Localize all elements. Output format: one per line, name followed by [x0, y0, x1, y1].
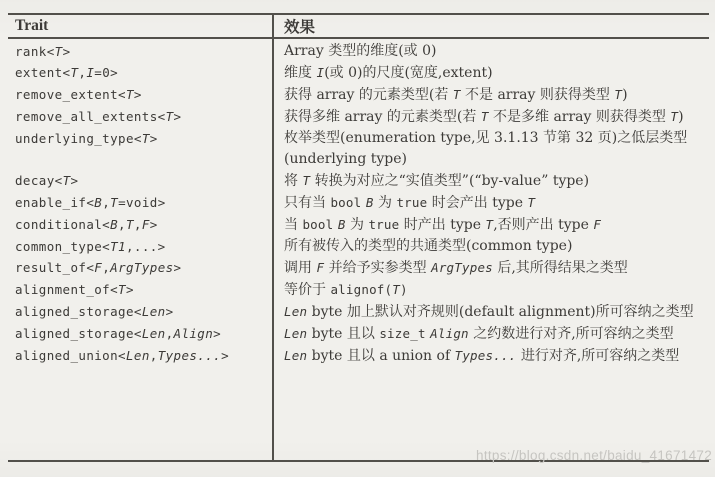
effect-cell — [272, 41, 709, 62]
text-segment: Align — [173, 326, 214, 341]
trait-cell — [8, 106, 272, 128]
table-row — [8, 323, 709, 345]
effect-cell — [272, 128, 709, 170]
effect-cell — [272, 279, 709, 301]
text-segment: Len — [284, 304, 308, 319]
trait-cell — [8, 345, 272, 367]
table-row — [8, 62, 709, 84]
text-segment: F — [593, 217, 602, 232]
text-segment: ArgTypes — [110, 260, 174, 275]
text-segment: T — [118, 282, 126, 297]
table-row — [8, 192, 709, 214]
text-segment: true — [396, 195, 428, 210]
text-segment: Len — [284, 326, 308, 341]
text-segment: 只有当 — [284, 195, 331, 211]
effect-cell — [272, 84, 709, 106]
watermark-url-text: https://blog.csdn.net/baidu_41671472 — [476, 448, 712, 463]
text-segment: Align — [430, 326, 469, 341]
text-segment: true — [368, 217, 400, 232]
text-segment: 等价于 — [284, 282, 331, 298]
trait-cell — [8, 257, 272, 279]
effect-cell — [272, 323, 709, 345]
text-segment: T — [62, 173, 71, 188]
text-segment: F — [94, 260, 103, 275]
text-segment: alignof( — [330, 282, 393, 297]
text-segment: conditional< — [15, 217, 111, 232]
text-segment: T — [527, 195, 536, 210]
text-segment: aligned_storage< — [15, 304, 142, 319]
text-segment: 时产出 type — [399, 217, 486, 233]
text-segment: byte 加上默认对齐规则(default alignment)所可容纳之类型 — [307, 304, 694, 320]
header-cell-trait: Trait — [15, 17, 49, 34]
text-segment: B — [365, 195, 374, 210]
trait-cell — [8, 41, 272, 62]
text-segment: T — [70, 65, 79, 80]
text-segment: > — [213, 326, 222, 341]
text-segment: , — [78, 65, 87, 80]
text-segment: 为 — [345, 217, 369, 233]
text-segment: 并给予实参类型 — [324, 260, 432, 276]
text-segment: T — [452, 87, 461, 102]
text-segment: , — [102, 195, 111, 210]
text-segment: aligned_union< — [15, 348, 126, 363]
text-segment: > — [70, 173, 79, 188]
text-segment: T — [165, 109, 174, 124]
table-row — [8, 214, 709, 236]
text-segment: > — [173, 109, 182, 124]
text-segment: 转换为对应之“实值类型”(“by-value” type) — [310, 173, 590, 189]
text-segment: ) — [678, 109, 684, 125]
text-segment: > — [149, 131, 158, 146]
text-segment: Types... — [454, 348, 517, 363]
text-segment: T — [392, 282, 400, 297]
effect-cell — [272, 192, 709, 214]
text-segment: ,否则产出 type — [493, 217, 594, 233]
trait-cell — [8, 279, 272, 301]
text-segment: > — [133, 87, 142, 102]
text-segment: T — [110, 195, 119, 210]
text-segment: T — [302, 173, 311, 188]
table-row — [8, 170, 709, 192]
text-segment: 获得 array 的元素类型(若 — [284, 87, 453, 103]
effect-cell — [272, 345, 709, 367]
text-segment: Array 类型的维度(或 0) — [284, 43, 437, 59]
table-row — [8, 301, 709, 323]
table-row — [8, 106, 709, 128]
text-segment: result_of< — [15, 260, 95, 275]
text-segment: ) — [400, 282, 408, 297]
text-segment: Len — [141, 304, 166, 319]
column-divider-rule — [272, 15, 274, 460]
text-segment: 不是多维 array 则获得类型 — [488, 109, 671, 125]
text-segment: T — [54, 44, 63, 59]
text-segment: , — [118, 217, 126, 232]
table-row — [8, 41, 709, 62]
text-segment: extent< — [15, 65, 71, 80]
trait-cell — [8, 192, 272, 214]
effect-cell — [272, 62, 709, 84]
text-segment: remove_extent< — [15, 87, 126, 102]
text-segment: T — [141, 131, 150, 146]
text-segment: B — [110, 217, 119, 232]
text-segment: 获得多维 array 的元素类型(若 — [284, 109, 481, 125]
trait-cell — [8, 84, 272, 106]
effect-cell — [272, 257, 709, 279]
text-segment: F — [141, 217, 150, 232]
text-segment: common_type< — [15, 239, 111, 254]
text-segment: T — [125, 87, 134, 102]
table-row — [8, 345, 709, 367]
text-segment: , — [133, 217, 142, 232]
text-segment: > — [149, 217, 158, 232]
text-segment: 之约数进行对齐,所可容纳之类型 — [468, 326, 674, 342]
text-segment: > — [62, 44, 71, 59]
text-segment: ,...> — [125, 239, 166, 254]
text-segment: rank< — [15, 44, 55, 59]
text-segment: > — [165, 304, 174, 319]
trait-cell — [8, 62, 272, 84]
text-segment: =void> — [118, 195, 166, 210]
text-segment: bool — [302, 217, 334, 232]
text-segment: 当 — [284, 217, 303, 233]
text-segment: Len — [125, 348, 150, 363]
trait-cell — [8, 236, 272, 257]
text-segment: > — [221, 348, 230, 363]
text-segment: underlying_type< — [15, 131, 142, 146]
effect-cell — [272, 214, 709, 236]
effect-cell — [272, 301, 709, 323]
text-segment: byte 且以 — [307, 326, 380, 342]
table-row — [8, 128, 709, 170]
trait-cell — [8, 170, 272, 192]
text-segment: , — [165, 326, 174, 341]
text-segment: byte 且以 a union of — [307, 348, 455, 364]
text-segment: 所有被传入的类型的共通类型(common type) — [284, 238, 573, 254]
text-segment: T — [485, 217, 494, 232]
text-segment: alignment_of< — [15, 282, 119, 297]
effect-cell — [272, 106, 709, 128]
text-segment: size_t — [379, 326, 426, 341]
text-segment: 时会产出 type — [427, 195, 528, 211]
text-segment: =0> — [94, 65, 119, 80]
text-segment: ArgTypes — [431, 260, 493, 275]
text-segment: bool — [330, 195, 362, 210]
text-segment: 为 — [373, 195, 397, 211]
text-segment: I — [316, 65, 325, 80]
table-row — [8, 236, 709, 257]
text-segment: decay< — [15, 173, 63, 188]
text-segment: enable_if< — [15, 195, 95, 210]
effect-cell — [272, 236, 709, 257]
text-segment: T1 — [110, 239, 126, 254]
text-segment: T — [480, 109, 489, 124]
text-segment: ) — [622, 87, 628, 103]
table-row — [8, 257, 709, 279]
header-cell-effect: 效果 — [284, 19, 316, 36]
table-row — [8, 84, 709, 106]
table-row — [8, 279, 709, 301]
text-segment: Types... — [157, 348, 222, 363]
text-segment: T — [670, 109, 679, 124]
text-segment: remove_all_extents< — [15, 109, 166, 124]
text-segment: , — [102, 260, 111, 275]
text-segment: , — [149, 348, 158, 363]
table-body — [8, 39, 709, 460]
type-traits-table — [8, 13, 709, 462]
text-segment: T — [614, 87, 623, 102]
effect-cell — [272, 170, 709, 192]
trait-cell — [8, 128, 272, 170]
text-segment: 枚举类型(enumeration type,见 3.1.13 节第 32 页)之低层类型(underlying type) — [284, 130, 688, 167]
text-segment: 将 — [284, 173, 303, 189]
text-segment: (或 0)的尺度(宽度,extent) — [324, 65, 493, 81]
text-segment: 维度 — [284, 65, 317, 81]
text-segment: 调用 — [284, 260, 317, 276]
trait-cell — [8, 214, 272, 236]
text-segment: 进行对齐,所可容纳之类型 — [516, 348, 680, 364]
table-header-row — [8, 15, 709, 39]
text-segment: F — [316, 260, 325, 275]
text-segment: aligned_storage< — [15, 326, 142, 341]
text-segment: Len — [284, 348, 308, 363]
text-segment: 不是 array 则获得类型 — [460, 87, 615, 103]
text-segment: > — [173, 260, 182, 275]
text-segment: 后,其所得结果之类型 — [492, 260, 628, 276]
trait-cell — [8, 301, 272, 323]
text-segment: B — [337, 217, 346, 232]
text-segment: T — [125, 217, 134, 232]
trait-cell — [8, 323, 272, 345]
text-segment: > — [125, 282, 134, 297]
text-segment: Len — [141, 326, 166, 341]
text-segment: B — [94, 195, 103, 210]
text-segment: I — [86, 65, 95, 80]
